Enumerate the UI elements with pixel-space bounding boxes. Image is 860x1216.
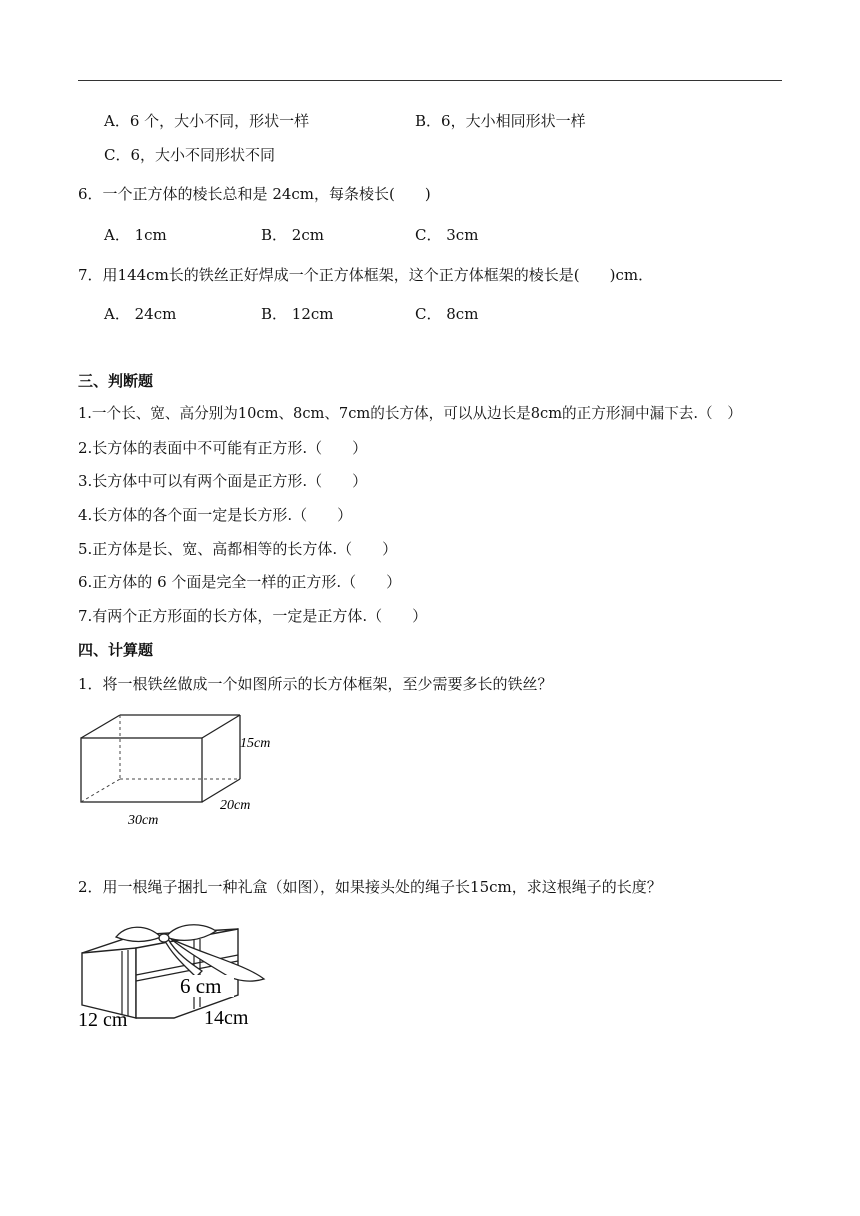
calc-q1: 1．将一根铁丝做成一个如图所示的长方体框架，至少需要多长的铁丝？ [78, 675, 553, 693]
cuboid-figure [70, 705, 290, 835]
q5-option-a: A．6 个，大小不同，形状一样 [104, 112, 310, 130]
gift-box-figure [76, 915, 276, 1035]
header-rule [78, 80, 782, 81]
cuboid-height-label: 15cm [240, 736, 271, 751]
judge-item-2: 2.长方体的表面中不可能有正方形.（ ） [78, 439, 368, 457]
q5-option-b: B．6，大小相同形状一样 [415, 112, 586, 130]
judge-item-1: 1.一个长、宽、高分别为10cm、8cm、7cm的长方体，可以从边长是8cm的正方形洞中漏下去.（ ） [78, 405, 742, 422]
q6-option-b: B． 2cm [261, 226, 324, 244]
q7-option-b: B． 12cm [261, 305, 334, 323]
cuboid-width-label: 20cm [220, 798, 251, 813]
judge-item-4: 4.长方体的各个面一定是长方形.（ ） [78, 506, 353, 524]
section4-title: 四、计算题 [78, 641, 154, 659]
q5-option-c: C．6，大小不同形状不同 [104, 146, 276, 164]
gift-height-label: 6 cm [180, 974, 222, 998]
judge-item-5: 5.正方体是长、宽、高都相等的长方体.（ ） [78, 540, 398, 558]
q7-option-a: A． 24cm [104, 305, 177, 323]
judge-item-6: 6.正方体的 6 个面是完全一样的正方形.（ ） [78, 573, 402, 591]
calc-q2: 2．用一根绳子捆扎一种礼盒（如图），如果接头处的绳子长15cm，求这根绳子的长度？ [78, 878, 662, 896]
q6-option-c: C． 3cm [415, 226, 479, 244]
section3-title: 三、判断题 [78, 372, 154, 390]
cuboid-front-face [81, 738, 202, 802]
judge-item-7: 7.有两个正方形面的长方体，一定是正方体.（ ） [78, 607, 428, 625]
gift-width-label: 14cm [204, 1007, 249, 1029]
q6-option-a: A． 1cm [104, 226, 167, 244]
q7-option-c: C． 8cm [415, 305, 479, 323]
cuboid-length-label: 30cm [128, 813, 159, 828]
judge-item-3: 3.长方体中可以有两个面是正方形.（ ） [78, 472, 368, 490]
gift-length-label: 12 cm [78, 1009, 128, 1031]
q6-stem: 6．一个正方体的棱长总和是 24cm，每条棱长( ) [78, 185, 431, 203]
q7-stem: 7．用144cm长的铁丝正好焊成一个正方体框架，这个正方体框架的棱长是( )cm． [78, 266, 654, 284]
